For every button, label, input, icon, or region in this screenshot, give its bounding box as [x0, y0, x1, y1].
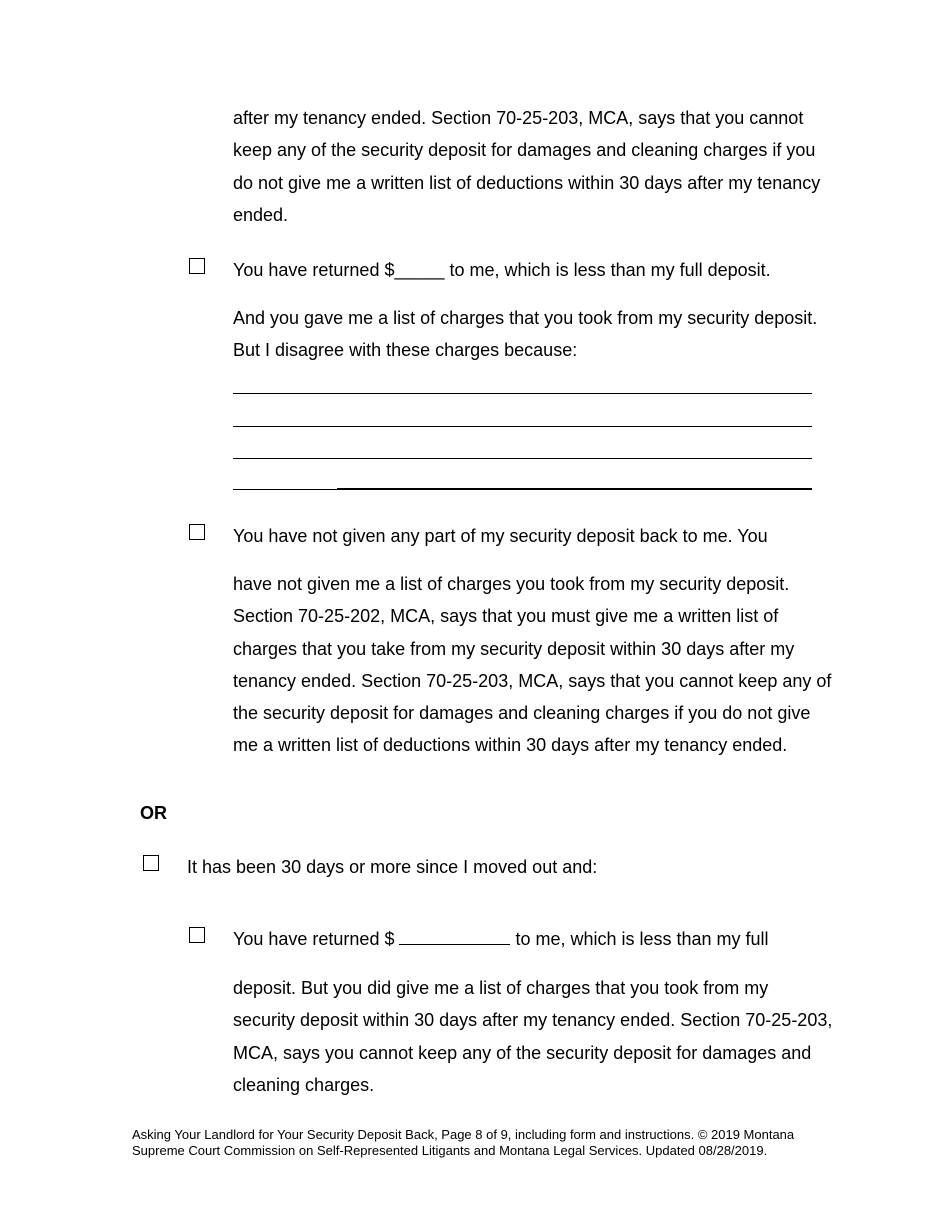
none-returned-checkbox[interactable] [189, 524, 205, 540]
none-returned-first-line: You have not given any part of my security deposit back to me. You [233, 526, 768, 546]
reason-line-3[interactable] [233, 458, 812, 459]
partial-return-trail: to me, which is less than my full deposit. [444, 260, 771, 280]
sub-returned-trail: to me, which is less than my full [510, 929, 769, 949]
sub-returned-label [233, 928, 833, 950]
sub-returned-paragraph: deposit. But you did give me a list of charges that you took from my security deposit within 30 days after my tenancy ended. Section 70-25-203, MCA, says you cannot keep any of the security deposit for damages and cleaning charges. [233, 978, 833, 1095]
sub-returned-checkbox[interactable] [189, 927, 205, 943]
footer-line-1: Asking Your Landlord for Your Security Deposit Back, Page 8 of 9, including form and instructions. © 2019 Montana [132, 1127, 795, 1142]
partial-return-label [233, 259, 833, 281]
sub-returned-lead: You have returned $ [233, 929, 400, 949]
thirty-days-label: It has been 30 days or more since I moved out and: [187, 857, 598, 877]
disagree-paragraph: And you gave me a list of charges that you took from my security deposit. But I disagree with these charges because: [233, 308, 818, 361]
continuation-paragraph: after my tenancy ended. Section 70-25-203, MCA, says that you cannot keep any of the security deposit for damages and cleaning charges if you do not give me a written list of deductions within 30 days after my tenancy ended. [233, 108, 821, 225]
reason-line-1[interactable] [233, 393, 812, 394]
thirty-days-checkbox[interactable] [143, 855, 159, 871]
sub-returned-amount-blank[interactable] [399, 928, 510, 945]
footer-line-2: Supreme Court Commission on Self-Represented Litigants and Montana Legal Services. Updated 08/28/2019. [132, 1143, 768, 1158]
partial-return-lead: You have returned $ [233, 260, 395, 280]
partial-return-amount-blank[interactable]: _____ [394, 260, 445, 280]
reason-line-2[interactable] [233, 426, 812, 427]
page-footer [132, 1127, 892, 1159]
none-returned-paragraph: have not given me a list of charges you took from my security deposit. Section 70-25-202, MCA, says that you must give me a written list of charges that you take from my security deposit within 30 days after my tenancy ended. Section 70-25-203, MCA, says that you cannot keep any of the security deposit for damages and cleaning charges if you do not give me a written list of deductions within 30 days after my tenancy ended. [233, 574, 832, 756]
or-separator: OR [140, 803, 167, 823]
partial-return-checkbox[interactable] [189, 258, 205, 274]
